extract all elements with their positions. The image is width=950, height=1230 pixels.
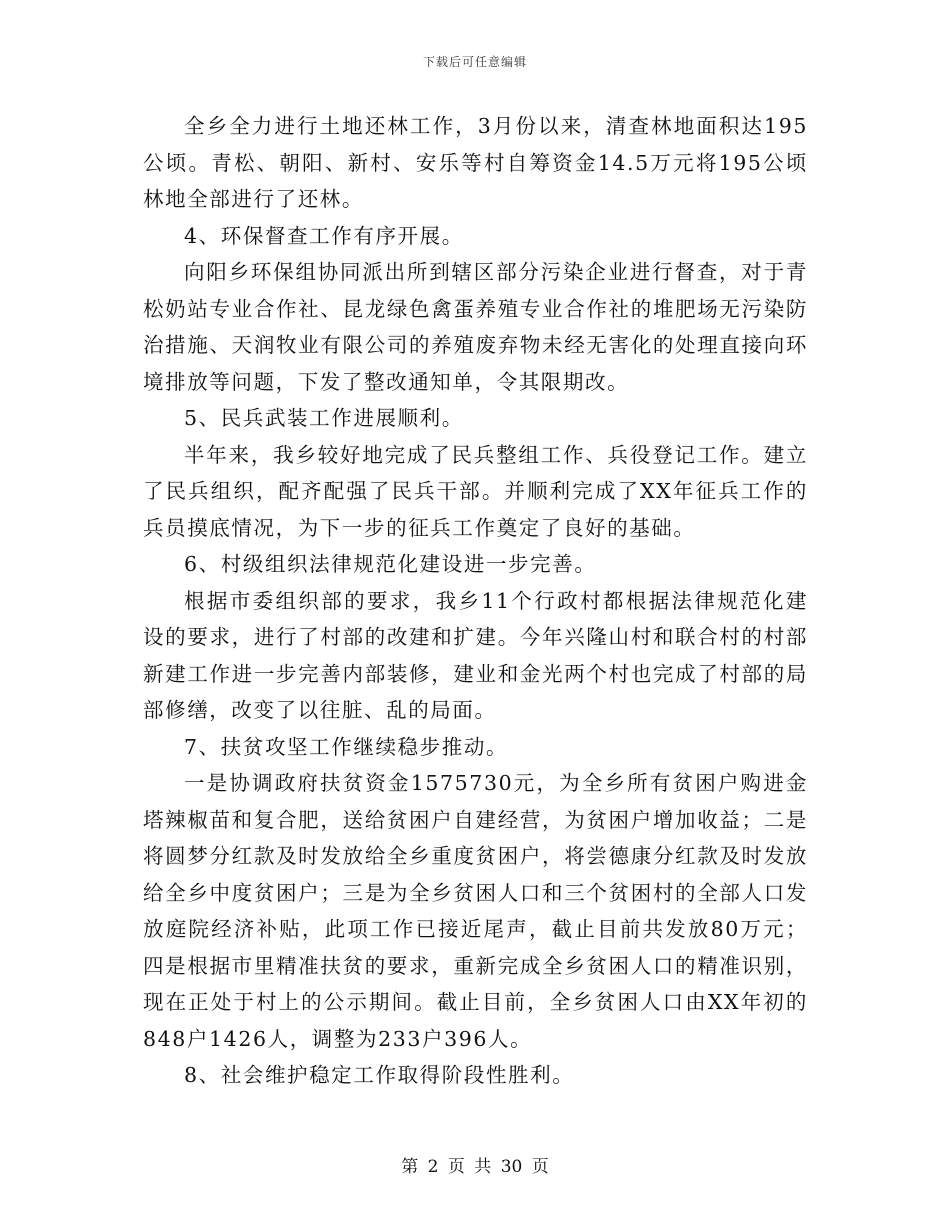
paragraph-poverty-alleviation: 一是协调政府扶贫资金1575730元，为全乡所有贫困户购进金塔辣椒苗和复合肥，送给贫困户自建经营，为贫困户增加收益；二是将圆梦分红款及时发放给全乡重度贫困户，将尝德康分红款及时发放给全乡中度贫困户；三是为全乡贫困人口和三个贫困村的全部人口发放庭院经济补贴，此项工作已接近尾声，截止目前共发放80万元；四是根据市里精准扶贫的要求，重新完成全乡贫困人口的精准识别，现在正处于村上的公示期间。截止目前，全乡贫困人口由XX年初的848户1426人，调整为233户396人。 bbox=[143, 771, 808, 1051]
document-body bbox=[143, 108, 808, 1094]
paragraph-village-organization: 根据市委组织部的要求，我乡11个行政村都根据法律规范化建设的要求，进行了村部的改建和扩建。今年兴隆山村和联合村的村部新建工作进一步完善内部装修，建业和金光两个村也完成了村部的局部修缮，改变了以往脏、乱的局面。 bbox=[143, 588, 808, 722]
paragraph-militia-work: 半年来，我乡较好地完成了民兵整组工作、兵役登记工作。建立了民兵组织，配齐配强了民兵干部。并顺利完成了XX年征兵工作的兵员摸底情况，为下一步的征兵工作奠定了良好的基础。 bbox=[143, 442, 808, 540]
paragraph-environmental-inspection: 向阳乡环保组协同派出所到辖区部分污染企业进行督查，对于青松奶站专业合作社、昆龙绿色禽蛋养殖专业合作社的堆肥场无污染防治措施、天润牧业有限公司的养殖废弃物未经无害化的处理直接向环境排放等问题，下发了整改通知单，令其限期改。 bbox=[143, 260, 808, 394]
page-header: 下载后可任意编辑 bbox=[422, 55, 527, 69]
page-number-footer: 第 2 页 共 30 页 bbox=[401, 1157, 549, 1177]
heading-environmental-inspection: 4、环保督查工作有序开展。 bbox=[184, 223, 464, 248]
heading-social-stability: 8、社会维护稳定工作取得阶段性胜利。 bbox=[184, 1063, 575, 1087]
paragraph-land-reforestation: 全乡全力进行土地还林工作，3月份以来，清查林地面积达195公顷。青松、朝阳、新村、安乐等村自筹资金14.5万元将195公顷林地全部进行了还林。 bbox=[143, 114, 808, 211]
heading-militia-work: 5、民兵武装工作进展顺利。 bbox=[184, 406, 464, 430]
heading-poverty-alleviation: 7、扶贫攻坚工作继续稳步推动。 bbox=[184, 734, 509, 759]
heading-village-organization: 6、村级组织法律规范化建设进一步完善。 bbox=[184, 552, 597, 576]
